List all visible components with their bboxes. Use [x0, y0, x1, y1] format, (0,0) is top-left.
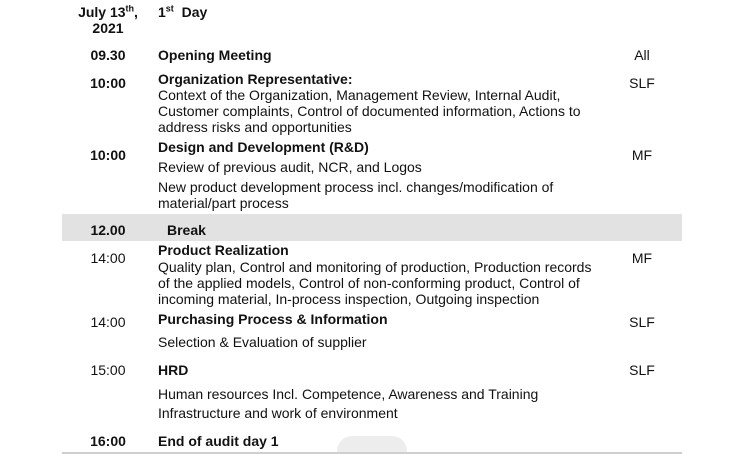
row-time: 14:00	[90, 250, 126, 266]
row-title: Opening Meeting	[158, 47, 272, 63]
row-description: Quality plan, Control and monitoring of production, Production records of the applied models, Control of non-conforming product, Control of incoming material, In-process inspection, Outgoing inspection	[158, 259, 592, 307]
date-line-1: July 13th,	[78, 3, 138, 20]
row-description: Human resources Incl. Competence, Awareness and Training	[158, 386, 539, 402]
row-time: 09.30	[90, 47, 126, 63]
row-description: Context of the Organization, Management Review, Internal Audit, Customer complaints, Control of documented information, Actions to address risks and opportunities	[158, 87, 581, 135]
row-title: Design and Development (R&D)	[158, 139, 369, 155]
row-time: 14:00	[90, 314, 126, 330]
row-auditor: SLF	[629, 362, 655, 378]
row-auditor: All	[634, 47, 650, 63]
row-title: Break	[167, 222, 206, 238]
row-title: Organization Representative:	[158, 71, 353, 87]
row-description: Infrastructure and work of environment	[158, 405, 398, 421]
row-title: Product Realization	[158, 242, 289, 258]
date-line-2: 2021	[92, 20, 124, 36]
row-auditor: SLF	[629, 314, 655, 330]
row-auditor: SLF	[629, 75, 655, 91]
row-description: Review of previous audit, NCR, and Logos	[158, 159, 422, 175]
row-time: 10:00	[90, 147, 126, 163]
row-time: 15:00	[90, 362, 126, 378]
row-title: End of audit day 1	[158, 433, 279, 449]
row-description: New product development process incl. changes/modification of material/part process	[158, 179, 554, 211]
row-time: 16:00	[90, 433, 126, 449]
row-title: Purchasing Process & Information	[158, 311, 388, 327]
row-time: 12.00	[90, 222, 126, 238]
row-title: HRD	[158, 362, 189, 378]
row-auditor: MF	[631, 250, 653, 266]
row-description: Selection & Evaluation of supplier	[158, 334, 367, 350]
date-header	[60, 4, 156, 36]
row-time: 10:00	[90, 75, 126, 91]
row-auditor: MF	[631, 147, 653, 163]
day-header: 1st Day	[158, 3, 208, 20]
